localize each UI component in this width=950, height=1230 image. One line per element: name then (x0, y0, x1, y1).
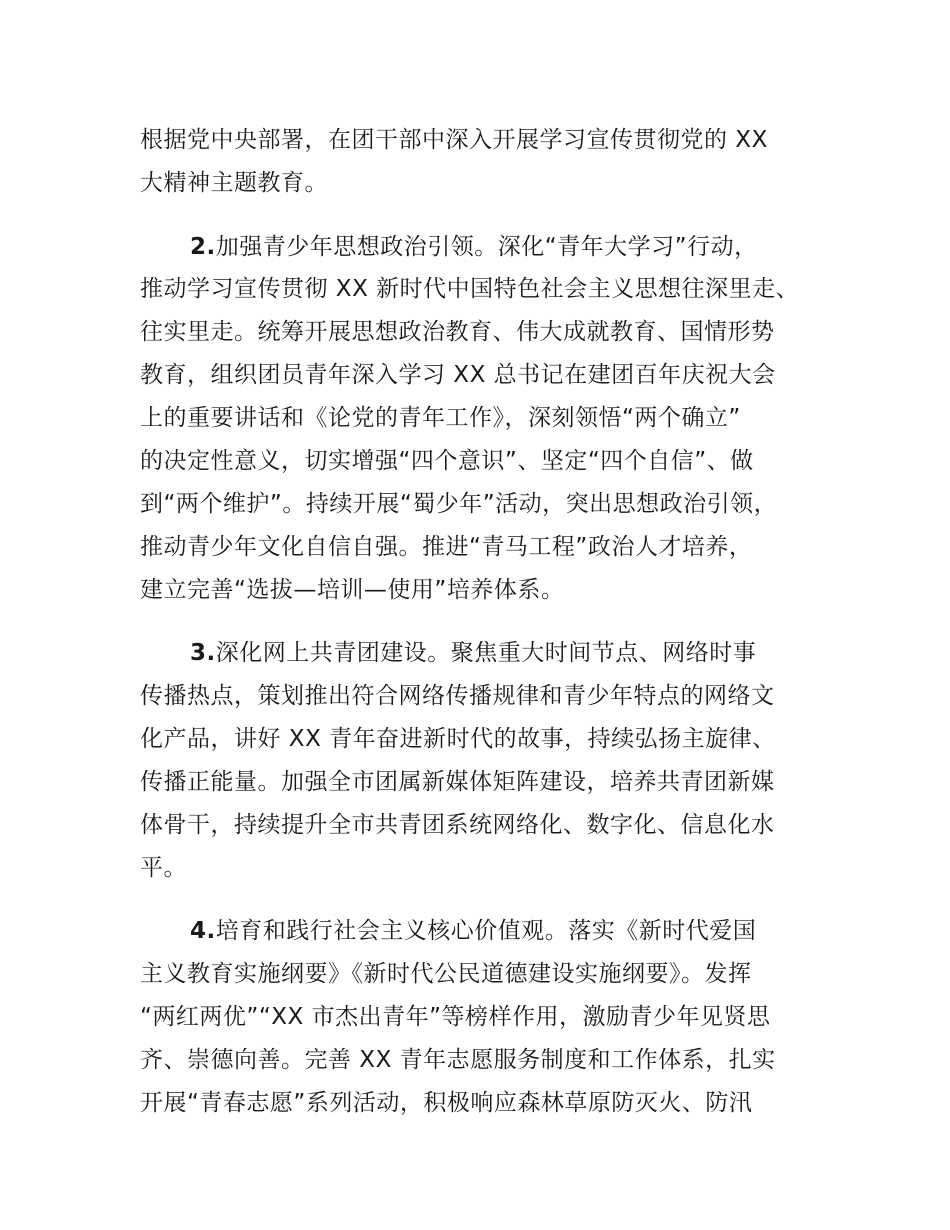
paragraph-line: 往实里走。统筹开展思想政治教育、伟大成就教育、国情形势 (140, 319, 775, 345)
section-number: 4. (190, 918, 216, 944)
paragraph-line: 传播热点，策划推出符合网络传播规律和青少年特点的网络文 (140, 683, 775, 709)
paragraph-line: 的决定性意义，切实增强“四个意识”、坚定“四个自信”、做 (140, 448, 754, 474)
paragraph-line: 大精神主题教育。 (140, 170, 328, 196)
section-4-heading-line (190, 916, 756, 946)
section-heading-text: 培育和践行社会主义核心价值观。落实《新时代爱国 (215, 918, 757, 944)
paragraph-line: 主义教育实施纲要》《新时代公民道德建设实施纲要》。发挥 (140, 961, 752, 987)
paragraph-line: 开展“青春志愿”系列活动，积极响应森林草原防灭火、防汛 (140, 1090, 753, 1116)
paragraph-line: 建立完善“选拔—培训—使用”培养体系。 (140, 577, 565, 603)
paragraph-line: 教育，组织团员青年深入学习 XX 总书记在建团百年庆祝大会 (140, 362, 776, 388)
section-2-heading-line (190, 232, 758, 262)
paragraph-line: 体骨干，持续提升全市共青团系统网络化、数字化、信息化水 (140, 812, 775, 838)
section-3-heading-line (190, 638, 756, 668)
paragraph-line: “两红两优”“XX 市杰出青年”等榜样作用，激励青少年见贤思 (140, 1004, 771, 1030)
paragraph-line: 推动青少年文化自信自强。推进“青马工程”政治人才培养， (140, 534, 753, 560)
paragraph-line: 传播正能量。加强全市团属新媒体矩阵建设，培养共青团新媒 (140, 769, 775, 795)
section-number: 3. (190, 640, 216, 666)
section-heading-text: 深化网上共青团建设。聚焦重大时间节点、网络时事 (215, 640, 757, 666)
paragraph-line: 根据党中央部署，在团干部中深入开展学习宣传贯彻党的 XX (140, 127, 768, 153)
paragraph-line: 齐、崇德向善。完善 XX 青年志愿服务制度和工作体系，扎实 (140, 1047, 776, 1073)
paragraph-line: 推动学习宣传贯彻 XX 新时代中国特色社会主义思想往深里走、 (140, 276, 800, 302)
paragraph-line: 上的重要讲话和《论党的青年工作》，深刻领悟“两个确立” (140, 405, 741, 431)
section-heading-text: 加强青少年思想政治引领。深化“青年大学习”行动， (215, 234, 758, 260)
paragraph-line: 化产品，讲好 XX 青年奋进新时代的故事，持续弘扬主旋律、 (140, 726, 776, 752)
paragraph-line: 平。 (140, 855, 187, 881)
paragraph-line: 到“两个维护”。持续开展“蜀少年”活动，突出思想政治引领， (140, 491, 778, 517)
section-number: 2. (190, 234, 216, 260)
